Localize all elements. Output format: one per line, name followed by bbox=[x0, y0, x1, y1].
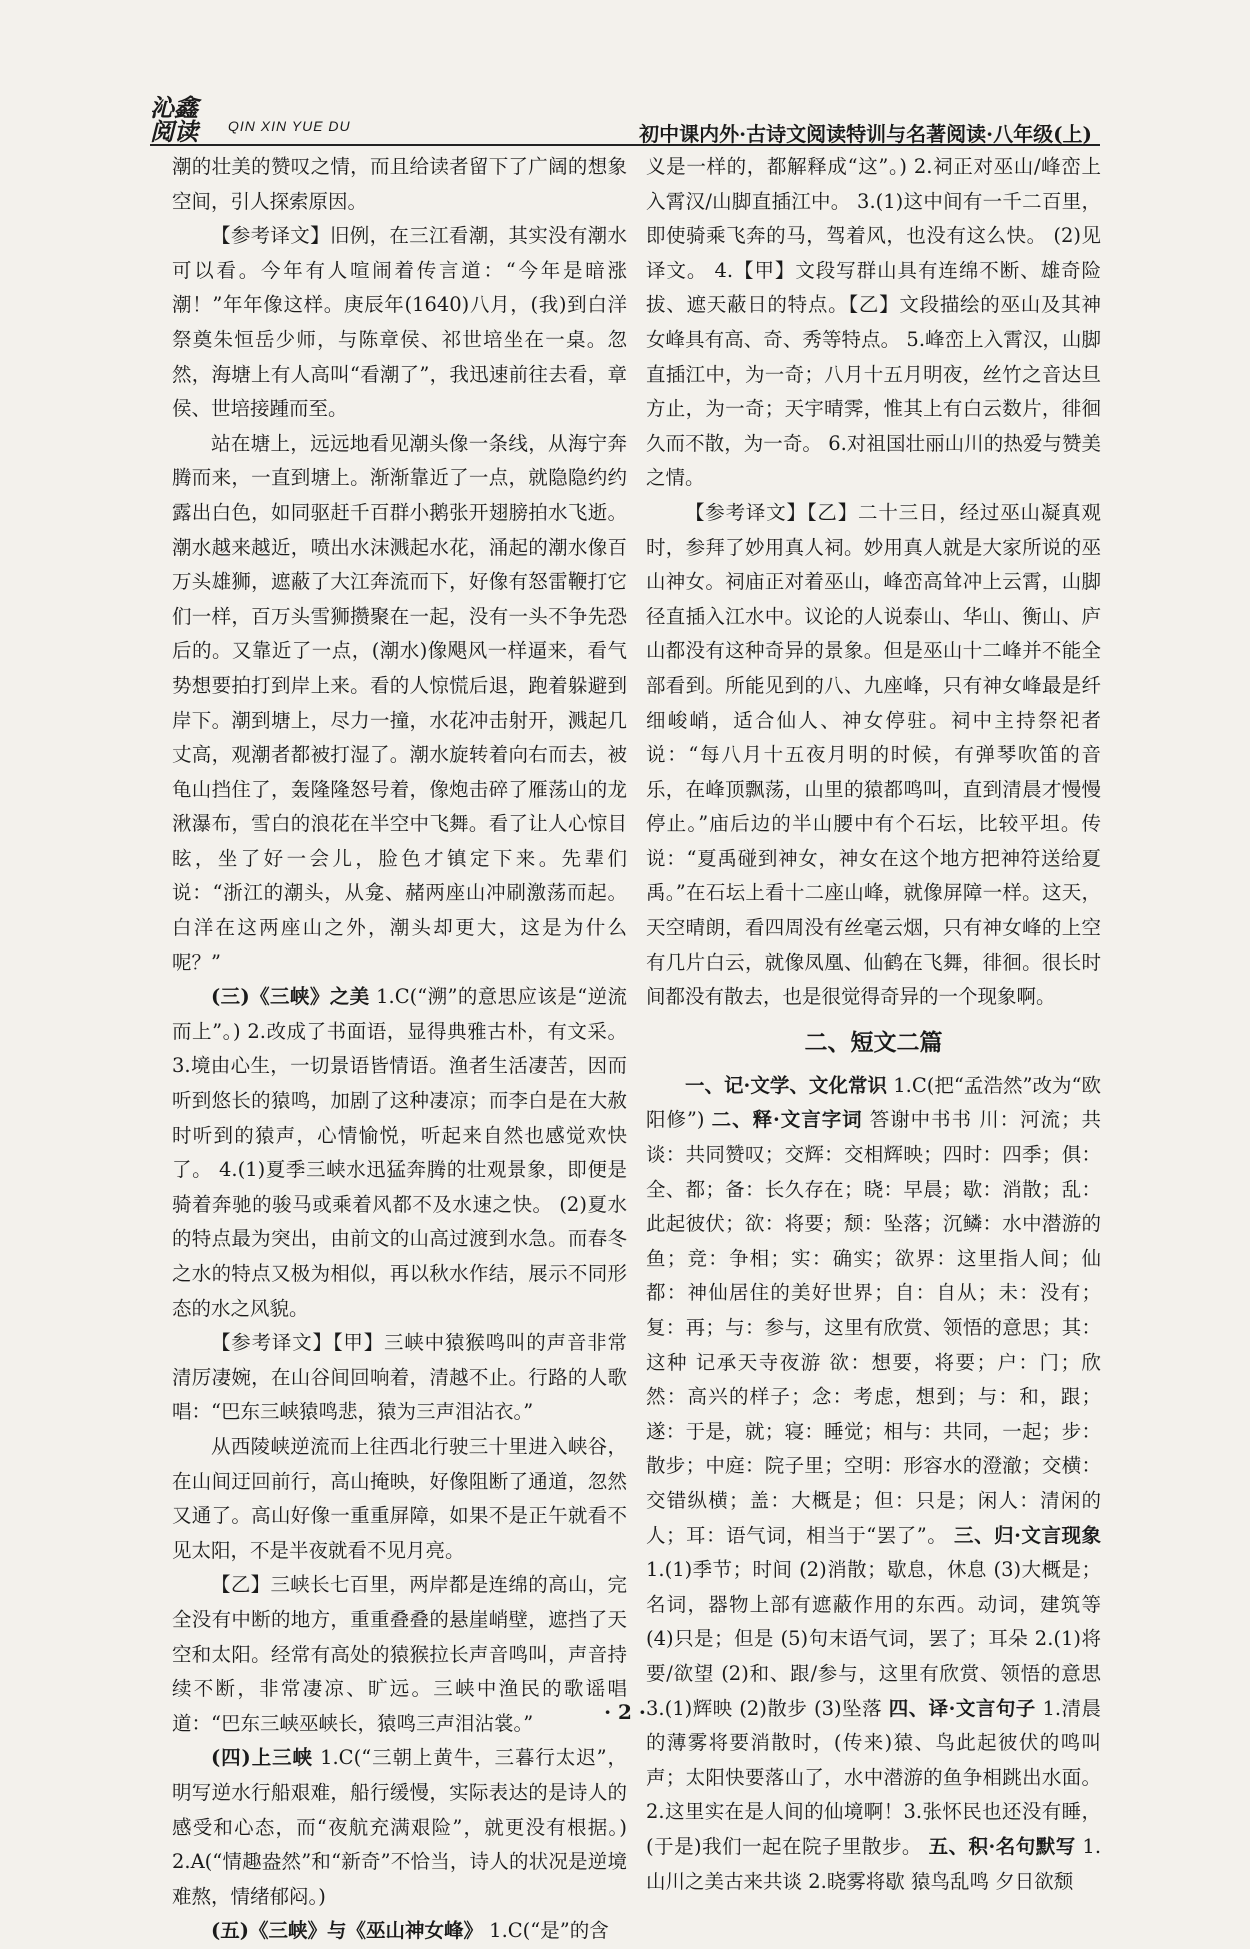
section-label: 四、译·文言句子 bbox=[888, 1696, 1036, 1720]
text: 1.C(“溯”的意思应该是“逆流而上”。) 2.改成了书面语，显得典雅古朴，有文采。 3.境由心生，一切景语皆情语。渔者生活凄苦，因而听到悠长的猿鸣，加剧了这种凄凉；而李白是在大赦时听到的猿声，心情愉悦，听起来自然也感觉欢快了。 4.(1)夏季三峡水迅猛奔腾的壮观景象，即便是骑着奔驰的骏马或乘着风都不及水速之快。 (2)夏水的特点最为突出，由前文的山高过渡到水急。而春冬之水的特点又极为相似，再以秋水作结，展示不同形态的水之风貌。 bbox=[172, 985, 627, 1320]
page-header bbox=[150, 93, 1100, 146]
book-title: 初中课内外·古诗文阅读特训与名著阅读·八年级(上) bbox=[639, 122, 1092, 146]
paragraph: 【乙】三峡长七百里，两岸都是连绵的高山，完全没有中断的地方，重重叠叠的悬崖峭壁，遮挡了天空和太阳。经常有高处的猿猴拉长声音鸣叫，声音持续不断，非常凄凉、旷远。三峡中渔民的歌谣唱道：“巴东三峡巫峡长，猿鸣三声泪沾裳。” bbox=[172, 1573, 627, 1735]
text: 1.山川之美古来共谈 2.晓雾将歇 猿鸟乱鸣 夕日欲颓 bbox=[646, 1834, 1102, 1893]
paragraph bbox=[646, 1069, 1101, 1899]
section-label: (三)《三峡》之美 bbox=[211, 985, 370, 1009]
text: 1.C(“是”的含 bbox=[489, 1919, 609, 1943]
right-column bbox=[646, 150, 1101, 1899]
paragraph bbox=[172, 1326, 627, 1430]
paragraph: 义是一样的，都解释成“这”。) 2.祠正对巫山/峰峦上入霄汉/山脚直插江中。 3.(1)这中间有一千二百里，即使骑乘飞奔的马，驾着风，也没有这么快。 (2)见译文。 4.【甲】文段写群山具有连绵不断、雄奇险拔、遮天蔽日的特点。【乙】文段描绘的巫山及其神女峰具有高、奇、秀等特点。 5.峰峦上入霄汉，山脚直插江中，为一奇；八月十五月明夜，丝竹之音达旦方止，为一奇；天宇晴霁，惟其上有白云数片，徘徊久而不散，为一奇。 6.对祖国壮丽山川的热爱与赞美之情。 bbox=[646, 155, 1101, 490]
section-label: 一、记·文学、文化常识 bbox=[685, 1073, 888, 1097]
text: 1.C(把“孟浩然”改为“欧阳修”) bbox=[646, 1073, 1101, 1132]
section-label: 三、归·文言现象 bbox=[954, 1523, 1101, 1547]
section-label: (四)上三峡 bbox=[211, 1746, 313, 1770]
section-label: (五)《三峡》与《巫山神女峰》 bbox=[211, 1919, 483, 1943]
section-title: 二、短文二篇 bbox=[804, 1028, 943, 1056]
label: 【参考译文】 bbox=[211, 224, 330, 248]
brand-english: QIN XIN YUE DU bbox=[228, 118, 351, 134]
paragraph bbox=[646, 496, 1101, 1015]
paragraph bbox=[172, 1741, 627, 1914]
text: 旧例，在三江看潮，其实没有潮水可以看。今年有人喧闹着传言道：“今年是暗涨潮！”年年像这样。庚辰年(1640)八月，(我)到白洋祭奠朱恒岳少师，与陈章侯、祁世培坐在一桌。忽然，海塘上有人高叫“看潮了”，我迅速前往去看，章侯、世培接踵而至。 bbox=[172, 224, 627, 421]
text: 1.C(“三朝上黄牛，三暮行太迟”，明写逆水行船艰难，船行缓慢，实际表达的是诗人的感受和心态，而“夜航充满艰险”，就更没有根据。) 2.A(“情趣盎然”和“新奇”不恰当，诗人的状况是逆境难熬，情绪郁闷。) bbox=[172, 1746, 628, 1908]
paragraph bbox=[172, 1914, 627, 1949]
brand-line-2: 阅读 bbox=[150, 117, 198, 146]
brand-logo bbox=[150, 93, 230, 146]
section-label: 二、释·文言字词 bbox=[711, 1108, 863, 1132]
label: 【参考译文】 bbox=[685, 500, 807, 524]
page-number: · 2 · bbox=[604, 1700, 646, 1724]
paragraph: 潮的壮美的赞叹之情，而且给读者留下了广阔的想象空间，引人探索原因。 bbox=[172, 155, 627, 213]
text: 【甲】三峡中猿猴鸣叫的声音非常清厉凄婉，在山谷间回响着，清越不止。行路的人歌唱：“巴东三峡猿鸣悲，猿为三声泪沾衣。” bbox=[172, 1331, 627, 1424]
paragraph: 站在塘上，远远地看见潮头像一条线，从海宁奔腾而来，一直到塘上。渐渐靠近了一点，就隐隐约约露出白色，如同驱赶千百群小鹅张开翅膀拍水飞逝。潮水越来越近，喷出水沫溅起水花，涌起的潮水像百万头雄狮，遮蔽了大江奔流而下，好像有怒雷鞭打它们一样，百万头雪狮攒聚在一起，没有一头不争先恐后的。又靠近了一点，(潮水)像飓风一样逼来，看气势想要拍打到岸上来。看的人惊慌后退，跑着躲避到岸下。潮到塘上，尽力一撞，水花冲击射开，溅起几丈高，观潮者都被打湿了。潮水旋转着向右而去，被龟山挡住了，轰隆隆怒号着，像炮击碎了雁荡山的龙湫瀑布，雪白的浪花在半空中飞舞。看了让人心惊目眩，坐了好一会儿，脸色才镇定下来。先辈们说：“浙江的潮头，从龛、赭两座山冲刷激荡而起。白洋在这两座山之外，潮头却更大，这是为什么呢？” bbox=[172, 431, 627, 974]
paragraph: 从西陵峡逆流而上往西北行驶三十里进入峡谷，在山间迂回前行，高山掩映，好像阻断了通道，忽然又通了。高山好像一重重屏障，如果不是正午就看不见太阳，不是半夜就看不见月亮。 bbox=[172, 1434, 627, 1562]
text: 1.(1)季节；时间 (2)消散；歇息，休息 (3)大概是；名词，器物上部有遮蔽作用的东西。动词，建筑等 (4)只是；但是 (5)句末语气词，罢了；耳朵 2.(1)将要/欲望 (2)和、跟/参与，这里有欣赏、领悟的意思 3.(1)辉映 (2)散步 (3)坠落 bbox=[646, 1558, 1101, 1720]
text: 【乙】二十三日，经过巫山凝真观时，参拜了妙用真人祠。妙用真人就是大家所说的巫山神女。祠庙正对着巫山，峰峦高耸冲上云霄，山脚径直插入江水中。议论的人说泰山、华山、衡山、庐山都没有这种奇异的景象。但是巫山十二峰并不能全部看到。所能见到的八、九座峰，只有神女峰最是纤细峻峭，适合仙人、神女停驻。祠中主持祭祀者说：“每八月十五夜月明的时候，有弹琴吹笛的音乐，在峰顶飘荡，山里的猿都鸣叫，直到清晨才慢慢停止。”庙后边的半山腰中有个石坛，比较平坦。传说：“夏禹碰到神女，神女在这个地方把神符送给夏禹。”在石坛上看十二座山峰，就像屏障一样。这天，天空晴朗，看四周没有丝毫云烟，只有神女峰的上空有几片白云，就像凤凰、仙鹤在飞舞，徘徊。很长时间都没有散去，也是很觉得奇异的一个现象啊。 bbox=[646, 500, 1101, 1009]
text: 1.清晨的薄雾将要消散时，(传来)猿、鸟此起彼伏的鸣叫声；太阳快要落山了，水中潜游的鱼争相跳出水面。2.这里实在是人间的仙境啊！3.张怀民也还没有睡，(于是)我们一起在院子里散步。 bbox=[646, 1696, 1101, 1858]
paragraph bbox=[172, 219, 627, 427]
left-column bbox=[172, 150, 627, 1949]
text: 答谢中书书 川：河流；共谈：共同赞叹；交辉：交相辉映；四时：四季；俱：全、都；备：长久存在；晓：早晨；歇：消散；乱：此起彼伏；欲：将要；颓：坠落；沉鳞：水中潜游的鱼；竞：争相；实：确实；欲界：这里指人间；仙都：神仙居住的美好世界；自：自从；未：没有；复：再；与：参与，这里有欣赏、领悟的意思；其：这种 记承天寺夜游 欲：想要，将要；户：门；欣然：高兴的样子；念：考虑，想到；与：和，跟；遂：于是，就；寝：睡觉；相与：共同，一起；步：散步；中庭：院子里；空明：形容水的澄澈；交横：交错纵横；盖：大概是；但：只是；闲人：清闲的人；耳：语气词，相当于“罢了”。 bbox=[646, 1108, 1101, 1547]
paragraph bbox=[172, 980, 627, 1326]
section-label: 五、积·名句默写 bbox=[928, 1834, 1076, 1858]
label: 【参考译文】 bbox=[211, 1331, 333, 1355]
brand-line-1: 沁鑫 bbox=[150, 93, 198, 122]
